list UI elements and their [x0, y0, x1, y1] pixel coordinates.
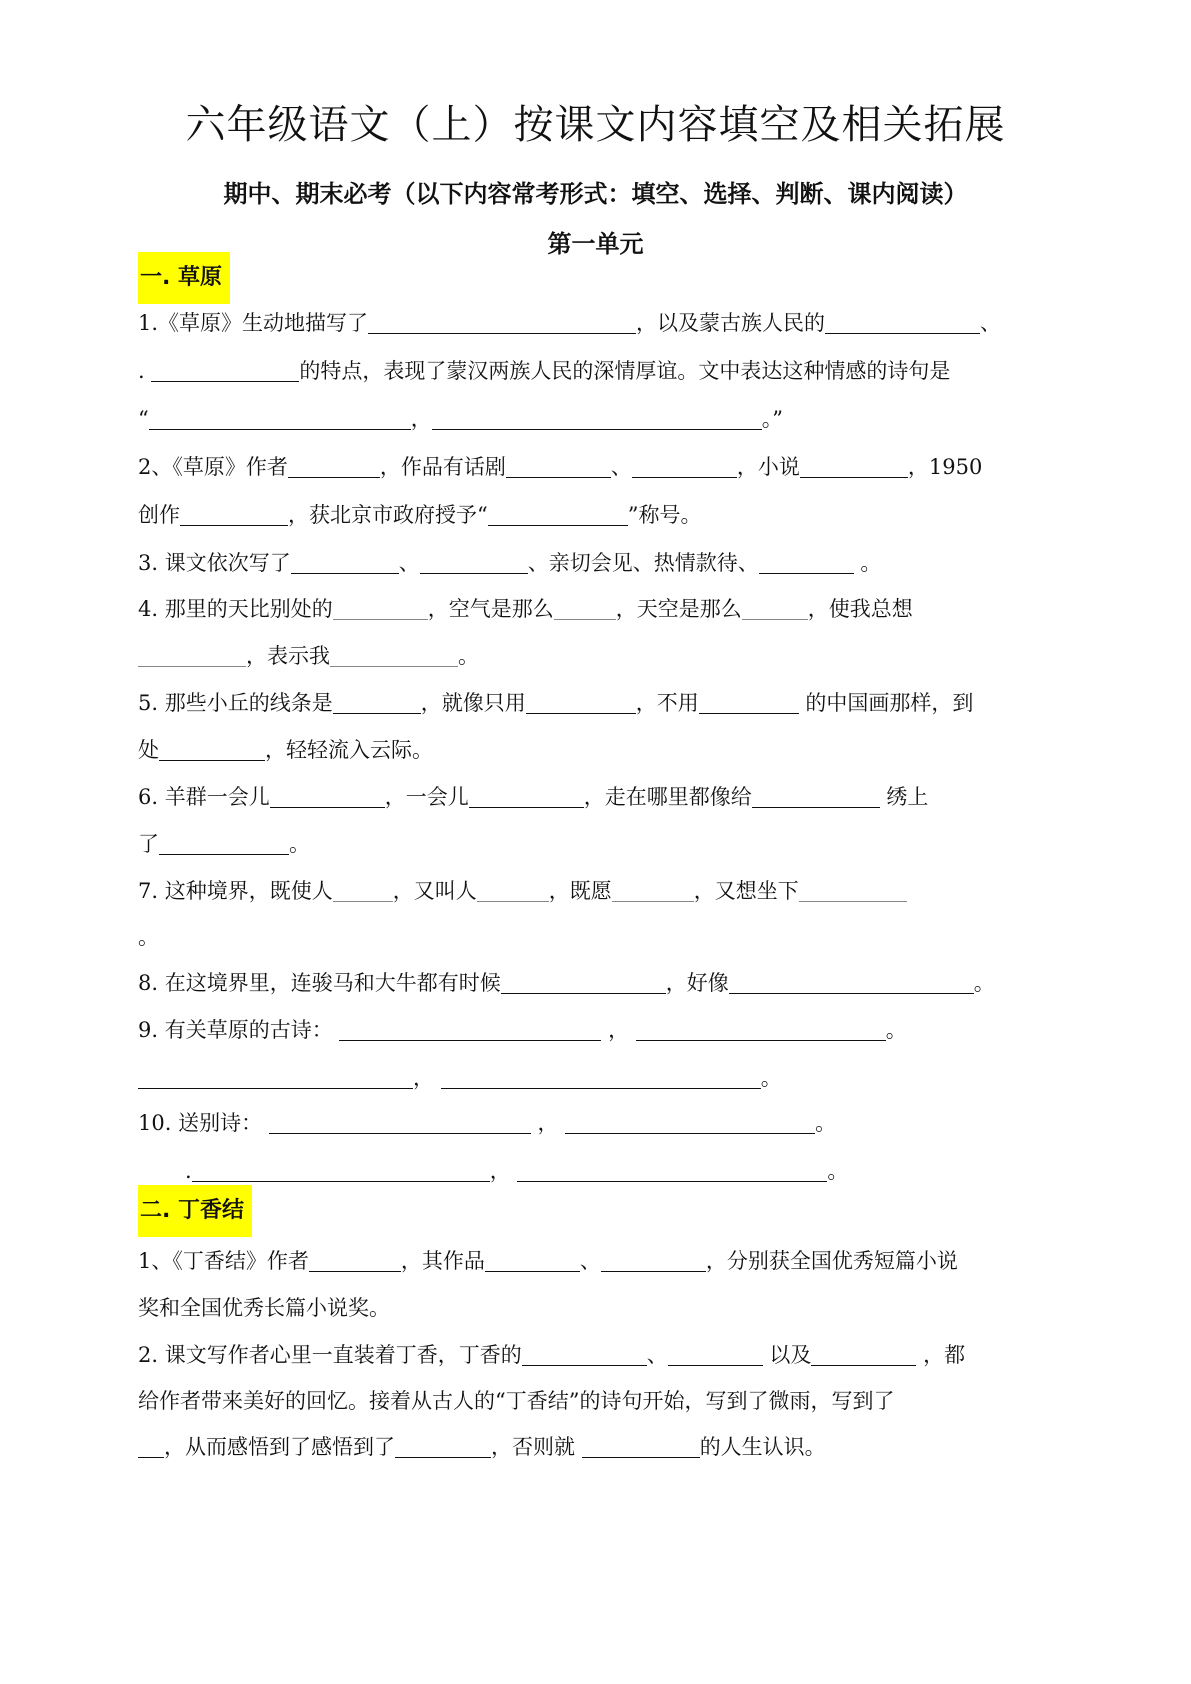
question-text: 绣上: [879, 785, 929, 809]
question-text: 1、《丁香结》作者: [138, 1249, 309, 1273]
question-text: 。: [973, 971, 995, 995]
question-text: 10. 送别诗：: [138, 1111, 263, 1135]
question-line: [138, 688, 1061, 718]
question-text: ，: [601, 1018, 630, 1042]
question-text: ，就像只用: [420, 691, 526, 715]
answer-blank[interactable]: [149, 407, 411, 430]
question-text: 创作: [138, 503, 180, 527]
answer-blank[interactable]: [477, 879, 549, 902]
answer-blank[interactable]: [291, 551, 399, 574]
question-line: [138, 829, 1061, 859]
question-text: 2、《草原》作者: [138, 455, 288, 479]
question-line: [138, 356, 1061, 386]
answer-blank[interactable]: [501, 971, 666, 994]
page-subtitle: 期中、期末必考（以下内容常考形式：填空、选择、判断、课内阅读）: [223, 180, 968, 208]
question-text: 5. 那些小丘的线条是: [138, 691, 333, 715]
answer-blank[interactable]: [138, 1435, 164, 1458]
question-line: [138, 1063, 1061, 1093]
question-text: ，不用: [635, 691, 699, 715]
question-text: 了: [138, 832, 159, 856]
question-text: ，使我总想: [807, 597, 913, 621]
answer-blank[interactable]: [582, 1435, 700, 1458]
question-text: ，既愿: [548, 879, 612, 903]
question-line: [138, 1108, 1061, 1138]
question-text: ，以及蒙古族人民的: [636, 311, 826, 335]
question-text: ，其作品: [400, 1249, 485, 1273]
page-title: 六年级语文（上）按课文内容填空及相关拓展: [185, 102, 1006, 148]
question-text: 的中国画那样，到: [798, 691, 974, 715]
answer-blank[interactable]: [432, 407, 762, 430]
question-text: 。: [760, 1066, 782, 1090]
question-text: 。: [885, 1018, 907, 1042]
question-text: 。”: [761, 407, 783, 431]
answer-blank[interactable]: [269, 1111, 531, 1134]
answer-blank[interactable]: [632, 455, 737, 478]
question-line: [138, 922, 1061, 952]
question-line: [138, 1432, 1061, 1462]
answer-blank[interactable]: [612, 879, 694, 902]
answer-blank[interactable]: [526, 691, 636, 714]
question-line: [138, 452, 1061, 482]
question-text: 、: [980, 311, 1002, 335]
question-text: 9. 有关草原的古诗：: [138, 1018, 333, 1042]
question-text: 处: [138, 738, 159, 762]
answer-blank[interactable]: [554, 597, 616, 620]
answer-blank[interactable]: [668, 1343, 763, 1366]
question-text: ，天空是那么: [615, 597, 742, 621]
question-text: ，作品有话剧: [379, 455, 506, 479]
question-line: [138, 594, 1061, 624]
answer-blank[interactable]: [395, 1435, 491, 1458]
question-text: ，: [410, 407, 432, 431]
question-text: “: [138, 407, 149, 431]
answer-blank[interactable]: [699, 691, 799, 714]
question-line: [138, 404, 1061, 434]
question-text: 。: [853, 551, 882, 575]
answer-blank[interactable]: [270, 785, 385, 808]
question-text: ，轻轻流入云际。: [265, 738, 433, 762]
answer-blank[interactable]: [488, 503, 628, 526]
answer-blank[interactable]: [799, 879, 907, 902]
answer-blank[interactable]: [469, 785, 584, 808]
answer-blank[interactable]: [159, 832, 289, 855]
question-text: 4. 那里的天比别处的: [138, 597, 333, 621]
answer-blank[interactable]: [506, 455, 611, 478]
answer-blank[interactable]: [825, 311, 980, 334]
question-text: ，: [530, 1111, 559, 1135]
question-text: 1.《草原》生动地描写了: [138, 311, 369, 335]
answer-blank[interactable]: [811, 1343, 916, 1366]
answer-blank[interactable]: [333, 597, 428, 620]
answer-blank[interactable]: [330, 644, 458, 667]
question-text: 。: [815, 1111, 837, 1135]
answer-blank[interactable]: [339, 1018, 601, 1041]
answer-blank[interactable]: [138, 644, 246, 667]
question-line: [138, 782, 1061, 812]
question-line: [138, 1246, 1061, 1276]
question-text: 奖和全国优秀长篇小说奖。: [138, 1296, 390, 1320]
question-text: 。: [827, 1159, 849, 1183]
question-text: 的人生认识。: [699, 1435, 826, 1459]
answer-blank[interactable]: [565, 1111, 815, 1134]
question-text: ，获北京市政府授予“: [288, 503, 488, 527]
section-heading-caoyuan: 一. 草原: [138, 252, 230, 304]
answer-blank[interactable]: [420, 551, 528, 574]
question-text: 7. 这种境界，既使人: [138, 879, 333, 903]
question-line: [138, 308, 1061, 338]
question-line: [138, 1015, 1061, 1045]
answer-blank[interactable]: [151, 359, 299, 382]
answer-blank[interactable]: [159, 738, 265, 761]
answer-blank[interactable]: [138, 1066, 413, 1089]
question-text: ，表示我: [246, 644, 330, 668]
question-line: [185, 1156, 1061, 1186]
question-text: ，空气是那么: [427, 597, 554, 621]
question-text: ，又叫人: [392, 879, 477, 903]
answer-blank[interactable]: [742, 597, 808, 620]
question-text: ，走在哪里都像给: [583, 785, 752, 809]
question-text: 2. 课文写作者心里一直装着丁香，丁香的: [138, 1343, 522, 1367]
question-text: ，都: [916, 1343, 966, 1367]
answer-blank[interactable]: [192, 1159, 490, 1182]
question-line: [138, 1340, 1061, 1370]
question-text: ，: [489, 1159, 511, 1183]
question-text: ，从而感悟到了感悟到了: [164, 1435, 395, 1459]
question-text: ，: [413, 1066, 434, 1090]
question-text: 8. 在这境界里，连骏马和大牛都有时候: [138, 971, 501, 995]
question-text: 、亲切会见、热情款待、: [527, 551, 759, 575]
question-text: 。: [138, 925, 159, 949]
answer-blank[interactable]: [517, 1159, 827, 1182]
question-text: 以及: [762, 1343, 812, 1367]
question-line: [138, 735, 1061, 765]
question-line: [138, 1386, 1061, 1416]
answer-blank[interactable]: [180, 503, 288, 526]
answer-blank[interactable]: [368, 311, 636, 334]
question-text: 的特点，表现了蒙汉两族人民的深情厚谊。文中表达这种情感的诗句是: [299, 359, 951, 383]
answer-blank[interactable]: [759, 551, 854, 574]
question-text: 、: [610, 455, 632, 479]
question-text: 。: [458, 644, 479, 668]
answer-blank[interactable]: [288, 455, 380, 478]
question-text: ，一会儿: [384, 785, 469, 809]
answer-blank[interactable]: [485, 1249, 580, 1272]
question-text: 给作者带来美好的回忆。接着从古人的“丁香结”的诗句开始，写到了微雨，写到了: [138, 1389, 895, 1413]
question-line: [138, 500, 1061, 530]
answer-blank[interactable]: [800, 455, 908, 478]
question-line: [138, 1293, 1061, 1323]
question-text: 。: [289, 832, 310, 856]
question-text: 6. 羊群一会儿: [138, 785, 270, 809]
section-heading-dingxiangjie: 二. 丁香结: [138, 1185, 252, 1237]
answer-blank[interactable]: [752, 785, 880, 808]
question-text: ，好像: [665, 971, 729, 995]
question-text: ，1950: [907, 455, 983, 479]
answer-blank[interactable]: [522, 1343, 647, 1366]
answer-blank[interactable]: [309, 1249, 401, 1272]
question-text: ，分别获全国优秀短篇小说: [705, 1249, 958, 1273]
question-text: ，小说: [736, 455, 800, 479]
question-line: [138, 548, 1061, 578]
question-line: [138, 968, 1061, 998]
question-text: ”称号。: [627, 503, 702, 527]
question-line: [138, 641, 1061, 671]
question-text: ，否则就: [491, 1435, 582, 1459]
answer-blank[interactable]: [333, 691, 421, 714]
answer-blank[interactable]: [333, 879, 393, 902]
question-text: .: [185, 1159, 192, 1183]
unit-heading: 第一单元: [547, 230, 644, 258]
question-text: 、: [579, 1249, 601, 1273]
question-line: [138, 876, 1061, 906]
answer-blank[interactable]: [636, 1018, 886, 1041]
answer-blank[interactable]: [729, 971, 974, 994]
question-text: 、: [398, 551, 420, 575]
answer-blank[interactable]: [441, 1066, 761, 1089]
question-text: ，又想坐下: [693, 879, 799, 903]
question-text: .: [138, 359, 145, 383]
question-text: 3. 课文依次写了: [138, 551, 291, 575]
question-text: 、: [646, 1343, 668, 1367]
answer-blank[interactable]: [601, 1249, 706, 1272]
